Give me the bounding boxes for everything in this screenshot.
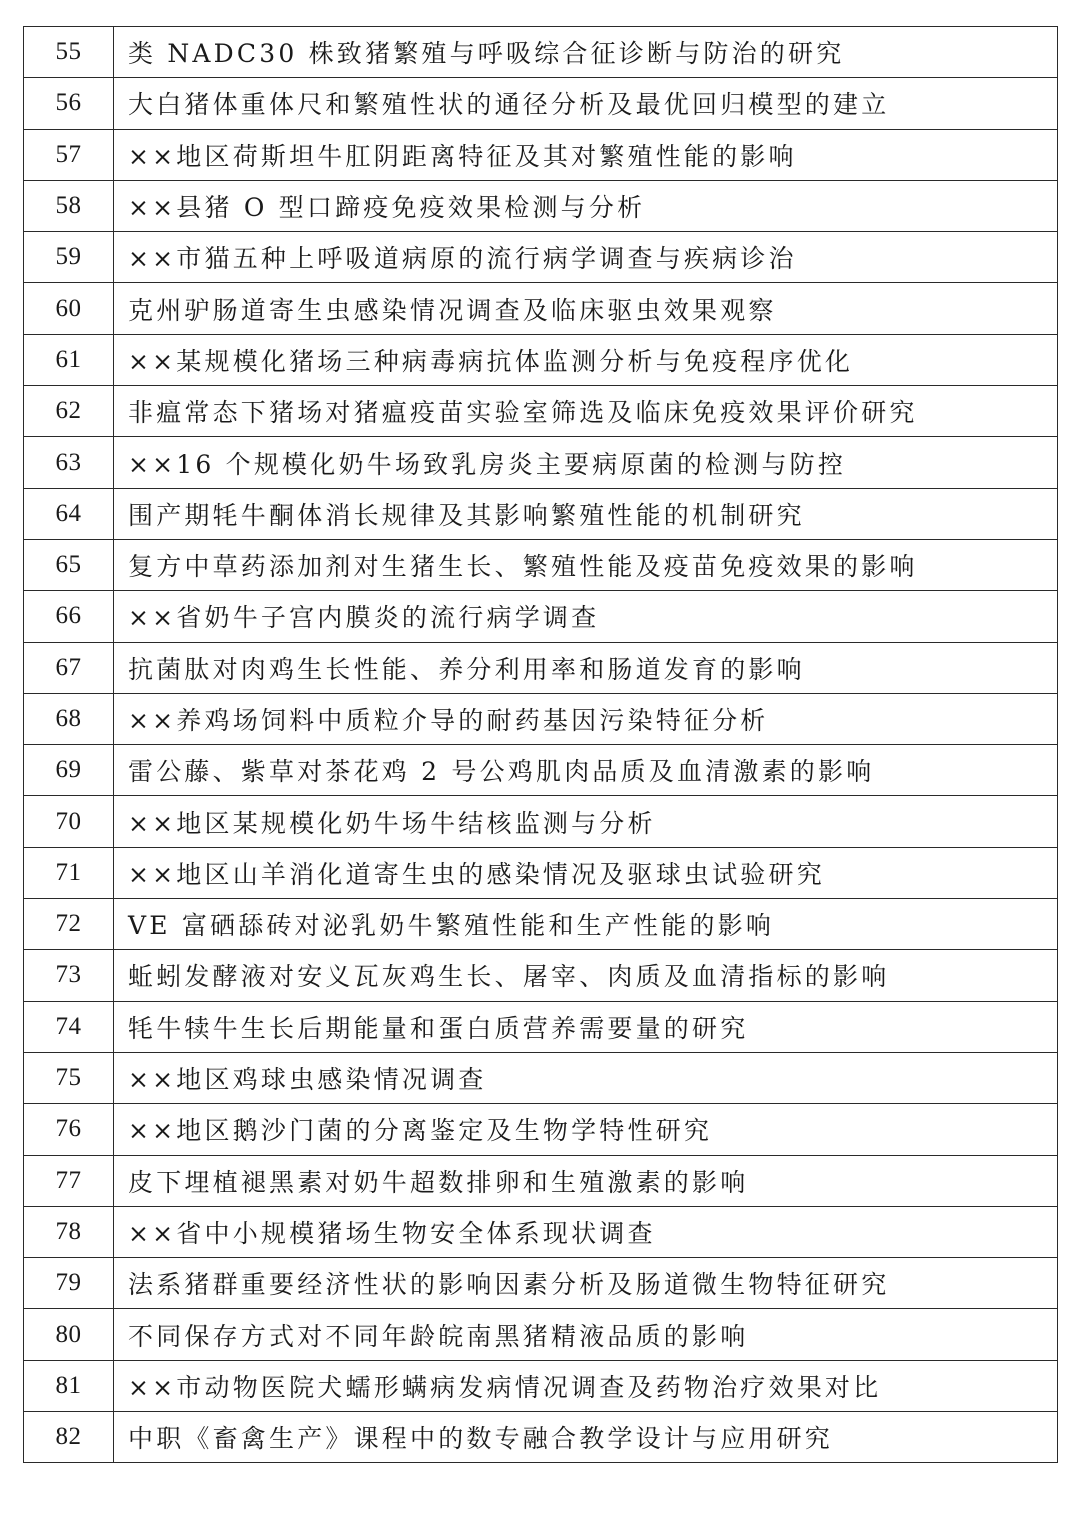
table-row xyxy=(24,745,1058,796)
row-number: 63 xyxy=(24,437,114,488)
row-number: 58 xyxy=(24,180,114,231)
table-row xyxy=(24,796,1058,847)
row-title: 类 NADC30 株致猪繁殖与呼吸综合征诊断与防治的研究 xyxy=(114,27,1058,78)
table-row xyxy=(24,1206,1058,1257)
topics-table-body xyxy=(24,27,1058,1463)
row-number: 81 xyxy=(24,1360,114,1411)
row-title: ××养鸡场饲料中质粒介导的耐药基因污染特征分析 xyxy=(114,693,1058,744)
table-row xyxy=(24,1258,1058,1309)
row-number: 73 xyxy=(24,950,114,1001)
row-number: 62 xyxy=(24,386,114,437)
table-row xyxy=(24,1360,1058,1411)
table-row xyxy=(24,386,1058,437)
table-row xyxy=(24,642,1058,693)
row-title: ××省中小规模猪场生物安全体系现状调查 xyxy=(114,1206,1058,1257)
table-row xyxy=(24,488,1058,539)
table-row xyxy=(24,437,1058,488)
row-title: ××市猫五种上呼吸道病原的流行病学调查与疾病诊治 xyxy=(114,232,1058,283)
row-title: 克州驴肠道寄生虫感染情况调查及临床驱虫效果观察 xyxy=(114,283,1058,334)
table-row xyxy=(24,899,1058,950)
row-number: 69 xyxy=(24,745,114,796)
row-title: 雷公藤、紫草对茶花鸡 2 号公鸡肌肉品质及血清激素的影响 xyxy=(114,745,1058,796)
row-number: 59 xyxy=(24,232,114,283)
table-row xyxy=(24,1001,1058,1052)
row-title: ××某规模化猪场三种病毒病抗体监测分析与免疫程序优化 xyxy=(114,334,1058,385)
row-title: 牦牛犊牛生长后期能量和蛋白质营养需要量的研究 xyxy=(114,1001,1058,1052)
table-row xyxy=(24,129,1058,180)
row-number: 78 xyxy=(24,1206,114,1257)
row-number: 65 xyxy=(24,539,114,590)
row-number: 55 xyxy=(24,27,114,78)
row-title: 非瘟常态下猪场对猪瘟疫苗实验室筛选及临床免疫效果评价研究 xyxy=(114,386,1058,437)
row-title: 围产期牦牛酮体消长规律及其影响繁殖性能的机制研究 xyxy=(114,488,1058,539)
document-page xyxy=(23,26,1058,1463)
row-number: 82 xyxy=(24,1412,114,1463)
row-number: 80 xyxy=(24,1309,114,1360)
row-number: 64 xyxy=(24,488,114,539)
row-number: 57 xyxy=(24,129,114,180)
table-row xyxy=(24,693,1058,744)
table-row xyxy=(24,78,1058,129)
row-title: ××地区鸡球虫感染情况调查 xyxy=(114,1052,1058,1103)
row-title: 抗菌肽对肉鸡生长性能、养分利用率和肠道发育的影响 xyxy=(114,642,1058,693)
row-title: ××地区鹅沙门菌的分离鉴定及生物学特性研究 xyxy=(114,1104,1058,1155)
row-title: 蚯蚓发酵液对安义瓦灰鸡生长、屠宰、肉质及血清指标的影响 xyxy=(114,950,1058,1001)
table-row xyxy=(24,180,1058,231)
row-title: ××县猪 O 型口蹄疫免疫效果检测与分析 xyxy=(114,180,1058,231)
row-number: 75 xyxy=(24,1052,114,1103)
row-title: ××地区某规模化奶牛场牛结核监测与分析 xyxy=(114,796,1058,847)
row-title: 中职《畜禽生产》课程中的数专融合教学设计与应用研究 xyxy=(114,1412,1058,1463)
row-title: ××16 个规模化奶牛场致乳房炎主要病原菌的检测与防控 xyxy=(114,437,1058,488)
row-title: VE 富硒舔砖对泌乳奶牛繁殖性能和生产性能的影响 xyxy=(114,899,1058,950)
row-number: 70 xyxy=(24,796,114,847)
table-row xyxy=(24,1155,1058,1206)
row-number: 77 xyxy=(24,1155,114,1206)
row-number: 67 xyxy=(24,642,114,693)
row-number: 66 xyxy=(24,591,114,642)
table-row xyxy=(24,1104,1058,1155)
row-number: 56 xyxy=(24,78,114,129)
row-title: ××地区荷斯坦牛肛阴距离特征及其对繁殖性能的影响 xyxy=(114,129,1058,180)
row-number: 68 xyxy=(24,693,114,744)
table-row xyxy=(24,950,1058,1001)
table-row xyxy=(24,232,1058,283)
row-title: 皮下埋植褪黑素对奶牛超数排卵和生殖激素的影响 xyxy=(114,1155,1058,1206)
table-row xyxy=(24,283,1058,334)
row-title: 不同保存方式对不同年龄皖南黑猪精液品质的影响 xyxy=(114,1309,1058,1360)
table-row xyxy=(24,847,1058,898)
table-row xyxy=(24,27,1058,78)
row-title: 复方中草药添加剂对生猪生长、繁殖性能及疫苗免疫效果的影响 xyxy=(114,539,1058,590)
table-row xyxy=(24,591,1058,642)
row-number: 60 xyxy=(24,283,114,334)
table-row xyxy=(24,539,1058,590)
row-title: ××地区山羊消化道寄生虫的感染情况及驱球虫试验研究 xyxy=(114,847,1058,898)
table-row xyxy=(24,1052,1058,1103)
row-number: 71 xyxy=(24,847,114,898)
table-row xyxy=(24,1412,1058,1463)
topics-table xyxy=(23,26,1058,1463)
row-number: 72 xyxy=(24,899,114,950)
row-number: 74 xyxy=(24,1001,114,1052)
row-title: ××市动物医院犬蠕形螨病发病情况调查及药物治疗效果对比 xyxy=(114,1360,1058,1411)
row-number: 79 xyxy=(24,1258,114,1309)
row-number: 76 xyxy=(24,1104,114,1155)
row-number: 61 xyxy=(24,334,114,385)
table-row xyxy=(24,1309,1058,1360)
table-row xyxy=(24,334,1058,385)
row-title: 大白猪体重体尺和繁殖性状的通径分析及最优回归模型的建立 xyxy=(114,78,1058,129)
row-title: 法系猪群重要经济性状的影响因素分析及肠道微生物特征研究 xyxy=(114,1258,1058,1309)
row-title: ××省奶牛子宫内膜炎的流行病学调查 xyxy=(114,591,1058,642)
